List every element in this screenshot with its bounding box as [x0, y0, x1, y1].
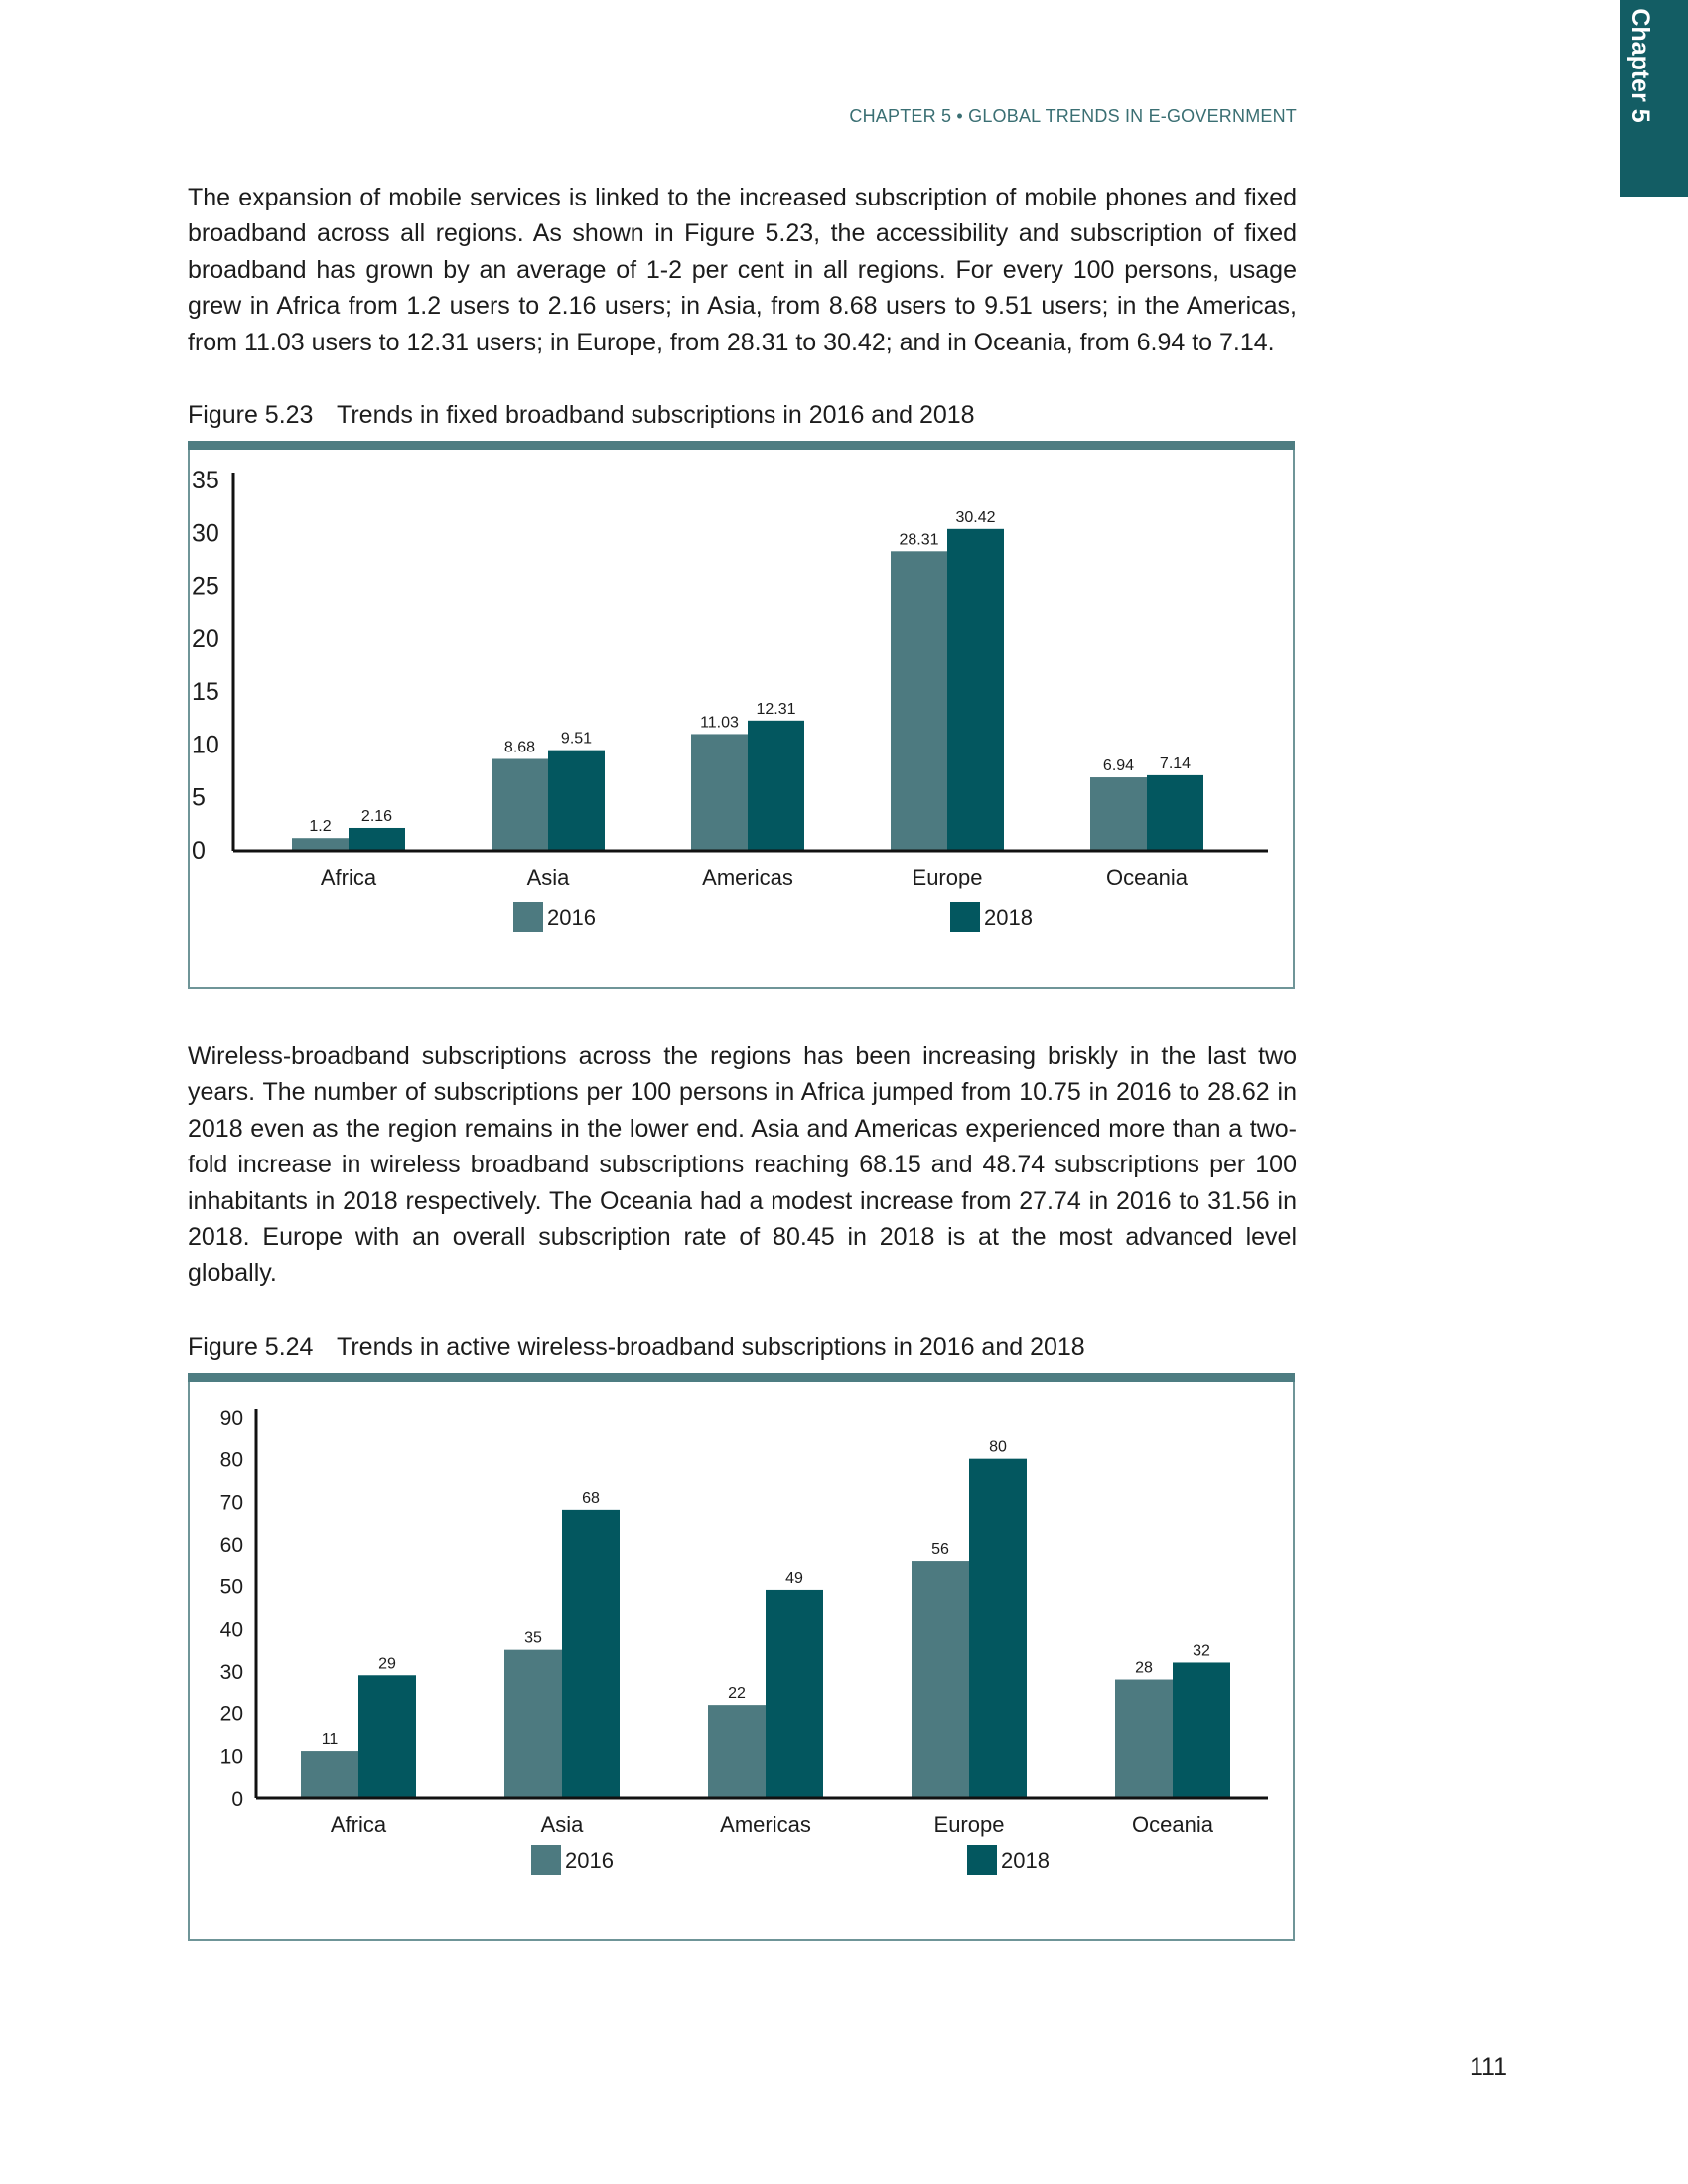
data-label: 29: [378, 1655, 396, 1673]
bar-2016-asia: [504, 1650, 562, 1798]
figure-number: Figure 5.23: [188, 401, 314, 429]
y-tick-label: 80: [219, 1448, 243, 1472]
bar-2016-asia: [492, 758, 548, 851]
body-paragraph-2: Wireless-broadband subscriptions across the regions has been increasing briskly in the last two years. The number of subscriptions per 100 persons in Africa jumped from 10.75 in 2016 to 28.62 in 2018 even as the region remains in the lower end. Asia and Americas experienced more than a two-fold increase in wireless broadband subscriptions reaching 68.15 and 48.74 subscriptions per 100 inhabitants in 2018 respectively. The Oceania had a modest increase from 27.74 in 2016 to 31.56 in 2018. Europe with an overall subscription rate of 80.45 in 2018 is at the most advanced level globally.: [188, 1042, 1297, 1288]
y-tick-label: 5: [192, 783, 206, 812]
y-tick-label: 20: [219, 1703, 243, 1726]
running-head: CHAPTER 5 • GLOBAL TRENDS IN E-GOVERNMENT: [849, 106, 1297, 126]
data-label: 1.2: [309, 818, 332, 836]
x-category-label: Americas: [702, 865, 793, 889]
bar-2016-americas: [691, 734, 748, 851]
data-label: 9.51: [560, 730, 593, 748]
chapter-tab-label: Chapter 5: [1626, 8, 1654, 123]
legend-label-2016: 2016: [547, 905, 596, 930]
x-category-label: Oceania: [1132, 1812, 1213, 1837]
x-category-label: Americas: [720, 1812, 811, 1837]
figure-number: Figure 5.24: [188, 1333, 314, 1361]
data-label: 22: [728, 1685, 746, 1703]
legend-swatch-2018: [950, 902, 980, 932]
y-tick-label: 25: [192, 572, 219, 601]
y-tick-label: 30: [192, 519, 219, 548]
data-label: 80: [989, 1438, 1007, 1456]
bar-2016-oceania: [1115, 1680, 1173, 1798]
bar-2018-oceania: [1173, 1662, 1230, 1798]
figure-5-23-caption: [188, 401, 975, 430]
y-tick-label: 50: [219, 1575, 243, 1599]
chart-fixed-broadband-svg: [190, 441, 1293, 987]
bar-2018-africa: [358, 1675, 416, 1798]
bar-2018-europe: [969, 1459, 1027, 1798]
y-tick-label: 60: [219, 1534, 243, 1557]
data-label: 8.68: [503, 739, 536, 756]
x-category-label: Asia: [526, 865, 570, 889]
data-label: 56: [931, 1541, 949, 1559]
body-paragraph-1: The expansion of mobile services is linked to the increased subscription of mobile phones and fixed broadband across all regions. As shown in Figure 5.23, the accessibility and subscription of fixed broadband has grown by an average of 1-2 per cent in all regions. For every 100 persons, usage grew in Africa from 1.2 users to 2.16 users; in Asia, from 8.68 users to 9.51 users; in the Americas, from 11.03 users to 12.31 users; in Europe, from 28.31 to 30.42; and in Oceania, from 6.94 to 7.14.: [188, 184, 1297, 356]
data-label: 11.03: [700, 714, 739, 732]
bar-2018-asia: [548, 751, 605, 851]
chapter-tab[interactable]: [1620, 0, 1688, 197]
bar-2016-americas: [708, 1705, 766, 1798]
data-label: 12.31: [756, 700, 796, 718]
data-label: 28.31: [899, 531, 939, 549]
y-tick-label: 0: [192, 837, 206, 865]
bar-2018-africa: [349, 828, 405, 851]
y-tick-label: 10: [219, 1745, 243, 1769]
y-tick-label: 30: [219, 1661, 243, 1684]
x-category-label: Oceania: [1106, 865, 1188, 889]
legend-label-2016: 2016: [565, 1848, 614, 1873]
bar-2016-africa: [301, 1751, 358, 1798]
legend-swatch-2018: [967, 1845, 997, 1875]
data-label: 35: [524, 1629, 542, 1647]
chart-wireless-broadband: [188, 1373, 1295, 1941]
x-category-label: Europe: [912, 865, 983, 889]
bar-2016-oceania: [1090, 777, 1147, 851]
y-tick-label: 40: [219, 1618, 243, 1642]
figure-title: Trends in active wireless-broadband subscriptions in 2016 and 2018: [337, 1333, 1085, 1361]
y-tick-label: 35: [192, 467, 219, 494]
data-label: 7.14: [1159, 754, 1192, 772]
y-tick-label: 10: [192, 731, 219, 759]
x-category-label: Africa: [320, 865, 377, 889]
y-tick-label: 70: [219, 1491, 243, 1515]
x-category-label: Africa: [330, 1812, 387, 1837]
chart-wireless-broadband-svg: [190, 1373, 1293, 1939]
bar-2018-americas: [748, 721, 804, 851]
figure-title: Trends in fixed broadband subscriptions in 2016 and 2018: [337, 401, 975, 429]
legend-swatch-2016: [513, 902, 543, 932]
bar-2018-oceania: [1147, 775, 1203, 851]
legend-label-2018: 2018: [1001, 1848, 1050, 1873]
y-tick-label: 90: [219, 1407, 243, 1430]
x-category-label: Asia: [540, 1812, 584, 1837]
legend-label-2018: 2018: [984, 905, 1033, 930]
data-label: 2.16: [360, 807, 393, 825]
data-label: 6.94: [1102, 757, 1135, 775]
data-label: 28: [1135, 1659, 1153, 1677]
figure-5-24-caption: [188, 1333, 1085, 1362]
bar-2018-europe: [947, 529, 1004, 851]
data-label: 68: [582, 1489, 600, 1507]
data-label: 49: [785, 1570, 803, 1587]
bar-2018-asia: [562, 1510, 620, 1798]
data-label: 30.42: [955, 508, 996, 526]
bar-2018-americas: [766, 1590, 823, 1798]
chart-fixed-broadband: [188, 441, 1295, 989]
y-tick-label: 20: [192, 624, 219, 653]
y-tick-label: 0: [231, 1788, 243, 1811]
data-label: 11: [321, 1731, 339, 1749]
x-category-label: Europe: [933, 1812, 1005, 1837]
y-tick-label: 15: [192, 678, 219, 707]
data-label: 32: [1193, 1642, 1210, 1660]
bar-2016-europe: [891, 551, 947, 851]
bar-2016-africa: [292, 838, 349, 851]
page-number: 111: [1470, 2053, 1508, 2081]
legend-swatch-2016: [531, 1845, 561, 1875]
bar-2016-europe: [912, 1561, 969, 1798]
